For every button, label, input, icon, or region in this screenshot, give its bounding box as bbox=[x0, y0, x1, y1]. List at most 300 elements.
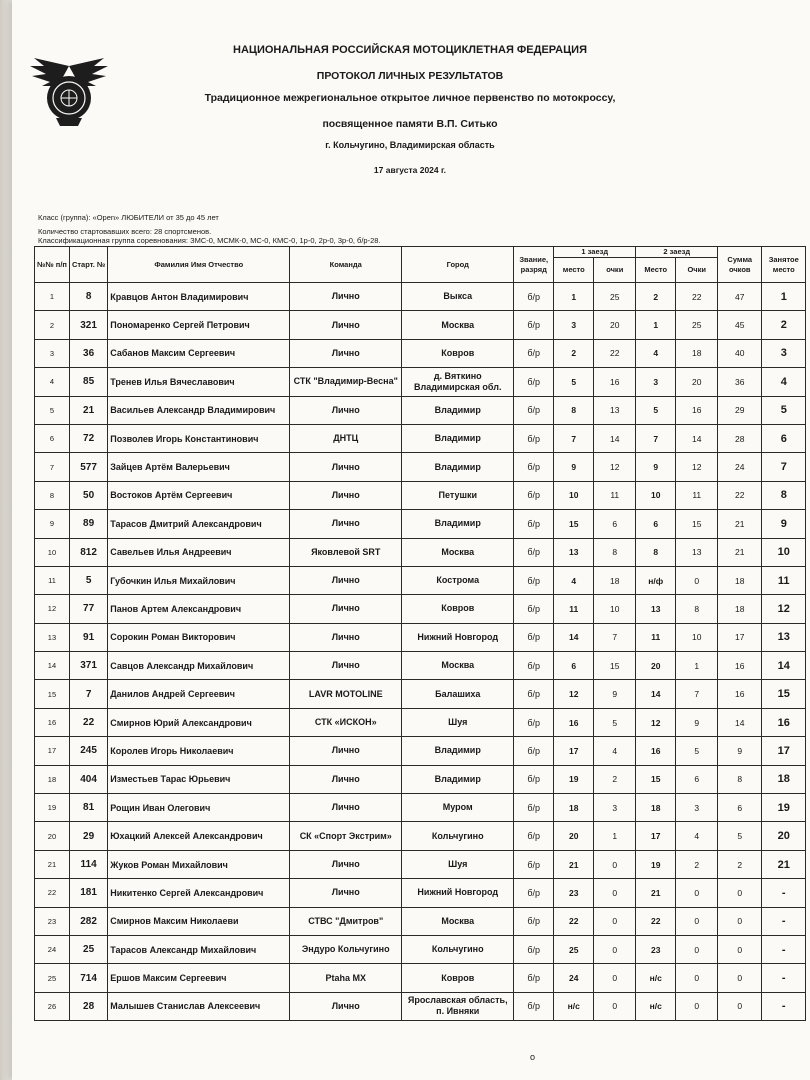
header-race1: 1 заезд bbox=[554, 247, 636, 258]
race1-points: 7 bbox=[594, 623, 636, 651]
table-row bbox=[35, 680, 806, 708]
final-place: 4 bbox=[762, 368, 806, 396]
race2-points: 6 bbox=[676, 765, 718, 793]
row-number: 23 bbox=[35, 907, 70, 935]
race2-place: 14 bbox=[636, 680, 676, 708]
athlete-rank: б/р bbox=[514, 850, 554, 878]
athlete-rank: б/р bbox=[514, 566, 554, 594]
header-r2-points: Очки bbox=[676, 258, 718, 283]
row-number: 20 bbox=[35, 822, 70, 850]
race2-points: 16 bbox=[676, 396, 718, 424]
race2-place: 5 bbox=[636, 396, 676, 424]
final-place: - bbox=[762, 935, 806, 963]
table-row bbox=[35, 907, 806, 935]
points-sum: 40 bbox=[718, 339, 762, 367]
header-name: Фамилия Имя Отчество bbox=[108, 247, 290, 283]
team-name: Лично bbox=[290, 481, 402, 509]
race2-place: 20 bbox=[636, 652, 676, 680]
final-place: 9 bbox=[762, 510, 806, 538]
race2-points: 7 bbox=[676, 680, 718, 708]
start-number: 404 bbox=[69, 765, 107, 793]
athlete-rank: б/р bbox=[514, 680, 554, 708]
race2-place: 9 bbox=[636, 453, 676, 481]
race1-points: 13 bbox=[594, 396, 636, 424]
race1-points: 2 bbox=[594, 765, 636, 793]
table-row bbox=[35, 822, 806, 850]
race1-place: 7 bbox=[554, 424, 594, 452]
start-number: 21 bbox=[69, 396, 107, 424]
race1-place: 22 bbox=[554, 907, 594, 935]
start-number: 77 bbox=[69, 595, 107, 623]
race1-points: 0 bbox=[594, 850, 636, 878]
athlete-name: Сабанов Максим Сергеевич bbox=[108, 339, 290, 367]
race2-points: 14 bbox=[676, 424, 718, 452]
row-number: 18 bbox=[35, 765, 70, 793]
city-name: Ковров bbox=[402, 339, 514, 367]
city-name: Кольчугино bbox=[402, 822, 514, 850]
final-place: 1 bbox=[762, 283, 806, 311]
footer-mark: о bbox=[530, 1052, 536, 1062]
athlete-rank: б/р bbox=[514, 708, 554, 736]
start-number: 371 bbox=[69, 652, 107, 680]
race1-points: 5 bbox=[594, 708, 636, 736]
race2-points: 12 bbox=[676, 453, 718, 481]
team-name: Лично bbox=[290, 652, 402, 680]
city-name: Владимир bbox=[402, 424, 514, 452]
athlete-name: Никитенко Сергей Александрович bbox=[108, 879, 290, 907]
city-name: Петушки bbox=[402, 481, 514, 509]
start-number: 81 bbox=[69, 794, 107, 822]
race1-place: 25 bbox=[554, 935, 594, 963]
race1-place: 15 bbox=[554, 510, 594, 538]
athlete-rank: б/р bbox=[514, 481, 554, 509]
start-number: 7 bbox=[69, 680, 107, 708]
points-sum: 18 bbox=[718, 566, 762, 594]
row-number: 4 bbox=[35, 368, 70, 396]
race2-points: 0 bbox=[676, 566, 718, 594]
race1-place: 5 bbox=[554, 368, 594, 396]
table-row bbox=[35, 652, 806, 680]
points-sum: 5 bbox=[718, 822, 762, 850]
team-name: Лично bbox=[290, 566, 402, 594]
points-sum: 16 bbox=[718, 652, 762, 680]
race1-place: 14 bbox=[554, 623, 594, 651]
race2-place: 8 bbox=[636, 538, 676, 566]
race2-place: 23 bbox=[636, 935, 676, 963]
athlete-rank: б/р bbox=[514, 623, 554, 651]
final-place: 13 bbox=[762, 623, 806, 651]
table-row bbox=[35, 765, 806, 793]
table-row bbox=[35, 595, 806, 623]
table-row bbox=[35, 538, 806, 566]
race2-points: 0 bbox=[676, 879, 718, 907]
athlete-rank: б/р bbox=[514, 595, 554, 623]
row-number: 12 bbox=[35, 595, 70, 623]
race2-place: 21 bbox=[636, 879, 676, 907]
athlete-name: Малышев Станислав Алексеевич bbox=[108, 992, 290, 1020]
athlete-name: Пономаренко Сергей Петрович bbox=[108, 311, 290, 339]
classification-line: Классификационная группа соревнования: ЗМС-0, МСМК-0, МС-0, КМС-0, 1р-0, 2р-0, 3р-0, б/р-28. bbox=[38, 236, 381, 245]
race2-points: 1 bbox=[676, 652, 718, 680]
start-number: 72 bbox=[69, 424, 107, 452]
city-name: Ковров bbox=[402, 595, 514, 623]
points-sum: 45 bbox=[718, 311, 762, 339]
points-sum: 18 bbox=[718, 595, 762, 623]
race1-points: 18 bbox=[594, 566, 636, 594]
athlete-name: Савельев Илья Андреевич bbox=[108, 538, 290, 566]
athlete-rank: б/р bbox=[514, 453, 554, 481]
table-row bbox=[35, 481, 806, 509]
final-place: 3 bbox=[762, 339, 806, 367]
row-number: 6 bbox=[35, 424, 70, 452]
table-row bbox=[35, 368, 806, 396]
starters-count-line: Количество стартовавших всего: 28 спортсменов. bbox=[38, 227, 212, 236]
race1-place: 10 bbox=[554, 481, 594, 509]
points-sum: 24 bbox=[718, 453, 762, 481]
race2-place: 3 bbox=[636, 368, 676, 396]
final-place: 20 bbox=[762, 822, 806, 850]
city-name: Шуя bbox=[402, 708, 514, 736]
race1-points: 12 bbox=[594, 453, 636, 481]
athlete-name: Смирнов Максим Николаеви bbox=[108, 907, 290, 935]
race2-points: 18 bbox=[676, 339, 718, 367]
points-sum: 29 bbox=[718, 396, 762, 424]
athlete-name: Юхацкий Алексей Александрович bbox=[108, 822, 290, 850]
row-number: 3 bbox=[35, 339, 70, 367]
race1-place: 17 bbox=[554, 737, 594, 765]
race1-points: 15 bbox=[594, 652, 636, 680]
start-number: 812 bbox=[69, 538, 107, 566]
points-sum: 36 bbox=[718, 368, 762, 396]
row-number: 17 bbox=[35, 737, 70, 765]
athlete-rank: б/р bbox=[514, 424, 554, 452]
race1-points: 1 bbox=[594, 822, 636, 850]
final-place: 14 bbox=[762, 652, 806, 680]
athlete-name: Смирнов Юрий Александрович bbox=[108, 708, 290, 736]
team-name: Лично bbox=[290, 879, 402, 907]
table-row bbox=[35, 623, 806, 651]
table-row bbox=[35, 992, 806, 1020]
start-number: 245 bbox=[69, 737, 107, 765]
points-sum: 0 bbox=[718, 907, 762, 935]
row-number: 26 bbox=[35, 992, 70, 1020]
athlete-name: Зайцев Артём Валерьевич bbox=[108, 453, 290, 481]
team-name: Яковлевой SRT bbox=[290, 538, 402, 566]
row-number: 25 bbox=[35, 964, 70, 992]
race2-points: 9 bbox=[676, 708, 718, 736]
race1-points: 14 bbox=[594, 424, 636, 452]
final-place: 21 bbox=[762, 850, 806, 878]
team-name: Эндуро Кольчугино bbox=[290, 935, 402, 963]
team-name: Лично bbox=[290, 311, 402, 339]
athlete-name: Сорокин Роман Викторович bbox=[108, 623, 290, 651]
header-start: Старт. № bbox=[69, 247, 107, 283]
race1-place: 1 bbox=[554, 283, 594, 311]
final-place: - bbox=[762, 907, 806, 935]
team-name: Лично bbox=[290, 339, 402, 367]
row-number: 21 bbox=[35, 850, 70, 878]
table-row bbox=[35, 339, 806, 367]
city-name: д. Вяткино Владимирская обл. bbox=[402, 368, 514, 396]
athlete-name: Позволев Игорь Константинович bbox=[108, 424, 290, 452]
start-number: 85 bbox=[69, 368, 107, 396]
table-row bbox=[35, 879, 806, 907]
start-number: 577 bbox=[69, 453, 107, 481]
race1-points: 22 bbox=[594, 339, 636, 367]
race1-points: 11 bbox=[594, 481, 636, 509]
row-number: 16 bbox=[35, 708, 70, 736]
team-name: Лично bbox=[290, 283, 402, 311]
header-sum: Сумма очков bbox=[718, 247, 762, 283]
table-row bbox=[35, 396, 806, 424]
points-sum: 21 bbox=[718, 538, 762, 566]
athlete-rank: б/р bbox=[514, 737, 554, 765]
header-rank: Звание, разряд bbox=[514, 247, 554, 283]
race2-place: н/ф bbox=[636, 566, 676, 594]
team-name: Ptaha MX bbox=[290, 964, 402, 992]
race1-points: 9 bbox=[594, 680, 636, 708]
race1-points: 0 bbox=[594, 907, 636, 935]
points-sum: 22 bbox=[718, 481, 762, 509]
points-sum: 2 bbox=[718, 850, 762, 878]
team-name: Лично bbox=[290, 850, 402, 878]
points-sum: 17 bbox=[718, 623, 762, 651]
city-name: Муром bbox=[402, 794, 514, 822]
race1-place: 6 bbox=[554, 652, 594, 680]
race2-points: 11 bbox=[676, 481, 718, 509]
athlete-rank: б/р bbox=[514, 794, 554, 822]
start-number: 29 bbox=[69, 822, 107, 850]
row-number: 11 bbox=[35, 566, 70, 594]
athlete-name: Губочкин Илья Михайлович bbox=[108, 566, 290, 594]
team-name: LAVR MOTOLINE bbox=[290, 680, 402, 708]
row-number: 24 bbox=[35, 935, 70, 963]
final-place: 15 bbox=[762, 680, 806, 708]
race2-place: 13 bbox=[636, 595, 676, 623]
points-sum: 6 bbox=[718, 794, 762, 822]
start-number: 114 bbox=[69, 850, 107, 878]
race2-points: 5 bbox=[676, 737, 718, 765]
city-name: Нижний Новгород bbox=[402, 879, 514, 907]
header-num: №№ п/п bbox=[35, 247, 70, 283]
final-place: 2 bbox=[762, 311, 806, 339]
athlete-name: Данилов Андрей Сергеевич bbox=[108, 680, 290, 708]
row-number: 7 bbox=[35, 453, 70, 481]
federation-emblem-icon bbox=[28, 52, 110, 130]
city-name: Владимир bbox=[402, 510, 514, 538]
athlete-rank: б/р bbox=[514, 879, 554, 907]
athlete-rank: б/р bbox=[514, 368, 554, 396]
race2-place: 15 bbox=[636, 765, 676, 793]
team-name: Лично bbox=[290, 510, 402, 538]
start-number: 181 bbox=[69, 879, 107, 907]
race2-points: 10 bbox=[676, 623, 718, 651]
final-place: - bbox=[762, 964, 806, 992]
athlete-name: Кравцов Антон Владимирович bbox=[108, 283, 290, 311]
race2-points: 3 bbox=[676, 794, 718, 822]
race1-points: 8 bbox=[594, 538, 636, 566]
row-number: 10 bbox=[35, 538, 70, 566]
race1-points: 20 bbox=[594, 311, 636, 339]
athlete-name: Востоков Артём Сергеевич bbox=[108, 481, 290, 509]
city-name: Выкса bbox=[402, 283, 514, 311]
row-number: 2 bbox=[35, 311, 70, 339]
race2-place: 16 bbox=[636, 737, 676, 765]
athlete-name: Королев Игорь Николаевич bbox=[108, 737, 290, 765]
race2-points: 22 bbox=[676, 283, 718, 311]
city-name: Ярославская область, п. Ивняки bbox=[402, 992, 514, 1020]
points-sum: 21 bbox=[718, 510, 762, 538]
start-number: 282 bbox=[69, 907, 107, 935]
athlete-rank: б/р bbox=[514, 992, 554, 1020]
athlete-name: Изместьев Тарас Юрьевич bbox=[108, 765, 290, 793]
athlete-rank: б/р bbox=[514, 765, 554, 793]
team-name: СТК "Владимир-Весна" bbox=[290, 368, 402, 396]
athlete-rank: б/р bbox=[514, 510, 554, 538]
points-sum: 28 bbox=[718, 424, 762, 452]
race2-points: 0 bbox=[676, 935, 718, 963]
start-number: 714 bbox=[69, 964, 107, 992]
athlete-rank: б/р bbox=[514, 935, 554, 963]
team-name: Лично bbox=[290, 396, 402, 424]
athlete-name: Савцов Александр Михайлович bbox=[108, 652, 290, 680]
race2-place: н/с bbox=[636, 992, 676, 1020]
athlete-name: Панов Артем Александрович bbox=[108, 595, 290, 623]
race1-place: 12 bbox=[554, 680, 594, 708]
federation-title: НАЦИОНАЛЬНАЯ РОССИЙСКАЯ МОТОЦИКЛЕТНАЯ ФЕДЕРАЦИЯ bbox=[233, 44, 587, 56]
race2-points: 4 bbox=[676, 822, 718, 850]
paper-edge bbox=[0, 0, 12, 1080]
final-place: 17 bbox=[762, 737, 806, 765]
race1-place: 21 bbox=[554, 850, 594, 878]
athlete-rank: б/р bbox=[514, 283, 554, 311]
race1-points: 3 bbox=[594, 794, 636, 822]
team-name: Лично bbox=[290, 623, 402, 651]
athlete-name: Тарасов Александр Михайлович bbox=[108, 935, 290, 963]
table-row bbox=[35, 935, 806, 963]
team-name: Лично bbox=[290, 453, 402, 481]
table-row bbox=[35, 424, 806, 452]
start-number: 50 bbox=[69, 481, 107, 509]
race2-points: 20 bbox=[676, 368, 718, 396]
start-number: 321 bbox=[69, 311, 107, 339]
city-name: Москва bbox=[402, 907, 514, 935]
protocol-title: ПРОТОКОЛ ЛИЧНЫХ РЕЗУЛЬТАТОВ bbox=[316, 70, 504, 82]
final-place: 6 bbox=[762, 424, 806, 452]
class-line: Класс (группа): «Open» ЛЮБИТЕЛИ от 35 до 45 лет bbox=[38, 213, 219, 222]
city-name: Шуя bbox=[402, 850, 514, 878]
city-name: Москва bbox=[402, 652, 514, 680]
row-number: 19 bbox=[35, 794, 70, 822]
final-place: - bbox=[762, 992, 806, 1020]
points-sum: 0 bbox=[718, 992, 762, 1020]
race1-place: 11 bbox=[554, 595, 594, 623]
team-name: СТВС "Дмитров" bbox=[290, 907, 402, 935]
race1-points: 0 bbox=[594, 992, 636, 1020]
row-number: 1 bbox=[35, 283, 70, 311]
city-name: Владимир bbox=[402, 396, 514, 424]
final-place: 5 bbox=[762, 396, 806, 424]
race1-points: 0 bbox=[594, 964, 636, 992]
athlete-name: Жуков Роман Михайлович bbox=[108, 850, 290, 878]
race2-place: 6 bbox=[636, 510, 676, 538]
city-name: Владимир bbox=[402, 737, 514, 765]
team-name: Лично bbox=[290, 737, 402, 765]
athlete-rank: б/р bbox=[514, 964, 554, 992]
final-place: 10 bbox=[762, 538, 806, 566]
race2-place: 22 bbox=[636, 907, 676, 935]
points-sum: 0 bbox=[718, 964, 762, 992]
race2-points: 0 bbox=[676, 964, 718, 992]
race2-place: 12 bbox=[636, 708, 676, 736]
athlete-name: Рощин Иван Олегович bbox=[108, 794, 290, 822]
team-name: Лично bbox=[290, 765, 402, 793]
table-row bbox=[35, 794, 806, 822]
header-team: Команда bbox=[290, 247, 402, 283]
row-number: 13 bbox=[35, 623, 70, 651]
points-sum: 14 bbox=[718, 708, 762, 736]
header-r2-place: Место bbox=[636, 258, 676, 283]
race1-place: 8 bbox=[554, 396, 594, 424]
race2-place: 18 bbox=[636, 794, 676, 822]
race1-place: 19 bbox=[554, 765, 594, 793]
table-header-row bbox=[35, 247, 806, 258]
race1-points: 16 bbox=[594, 368, 636, 396]
start-number: 25 bbox=[69, 935, 107, 963]
table-row bbox=[35, 964, 806, 992]
race2-place: 1 bbox=[636, 311, 676, 339]
race1-place: 23 bbox=[554, 879, 594, 907]
final-place: 7 bbox=[762, 453, 806, 481]
table-row bbox=[35, 453, 806, 481]
event-title-line2: посвященное памяти В.П. Ситько bbox=[322, 118, 498, 130]
team-name: Лично bbox=[290, 595, 402, 623]
race1-place: н/с bbox=[554, 992, 594, 1020]
athlete-rank: б/р bbox=[514, 652, 554, 680]
city-name: Москва bbox=[402, 311, 514, 339]
team-name: СТК «ИСКОН» bbox=[290, 708, 402, 736]
city-name: Ковров bbox=[402, 964, 514, 992]
row-number: 8 bbox=[35, 481, 70, 509]
city-name: Нижний Новгород bbox=[402, 623, 514, 651]
race1-points: 4 bbox=[594, 737, 636, 765]
header-final: Занятое место bbox=[762, 247, 806, 283]
city-name: Балашиха bbox=[402, 680, 514, 708]
points-sum: 9 bbox=[718, 737, 762, 765]
header-city: Город bbox=[402, 247, 514, 283]
row-number: 5 bbox=[35, 396, 70, 424]
team-name: Лично bbox=[290, 992, 402, 1020]
final-place: 11 bbox=[762, 566, 806, 594]
points-sum: 47 bbox=[718, 283, 762, 311]
team-name: Лично bbox=[290, 794, 402, 822]
race1-points: 0 bbox=[594, 935, 636, 963]
final-place: 19 bbox=[762, 794, 806, 822]
row-number: 14 bbox=[35, 652, 70, 680]
final-place: 8 bbox=[762, 481, 806, 509]
race2-place: 17 bbox=[636, 822, 676, 850]
athlete-rank: б/р bbox=[514, 907, 554, 935]
athlete-name: Ершов Максим Сергеевич bbox=[108, 964, 290, 992]
race2-points: 13 bbox=[676, 538, 718, 566]
event-title-line1: Традиционное межрегиональное открытое личное первенство по мотокроссу, bbox=[204, 92, 616, 104]
event-location: г. Кольчугино, Владимирская область bbox=[325, 140, 495, 150]
race1-place: 18 bbox=[554, 794, 594, 822]
athlete-name: Васильев Александр Владимирович bbox=[108, 396, 290, 424]
city-name: Москва bbox=[402, 538, 514, 566]
race1-place: 4 bbox=[554, 566, 594, 594]
table-row bbox=[35, 850, 806, 878]
